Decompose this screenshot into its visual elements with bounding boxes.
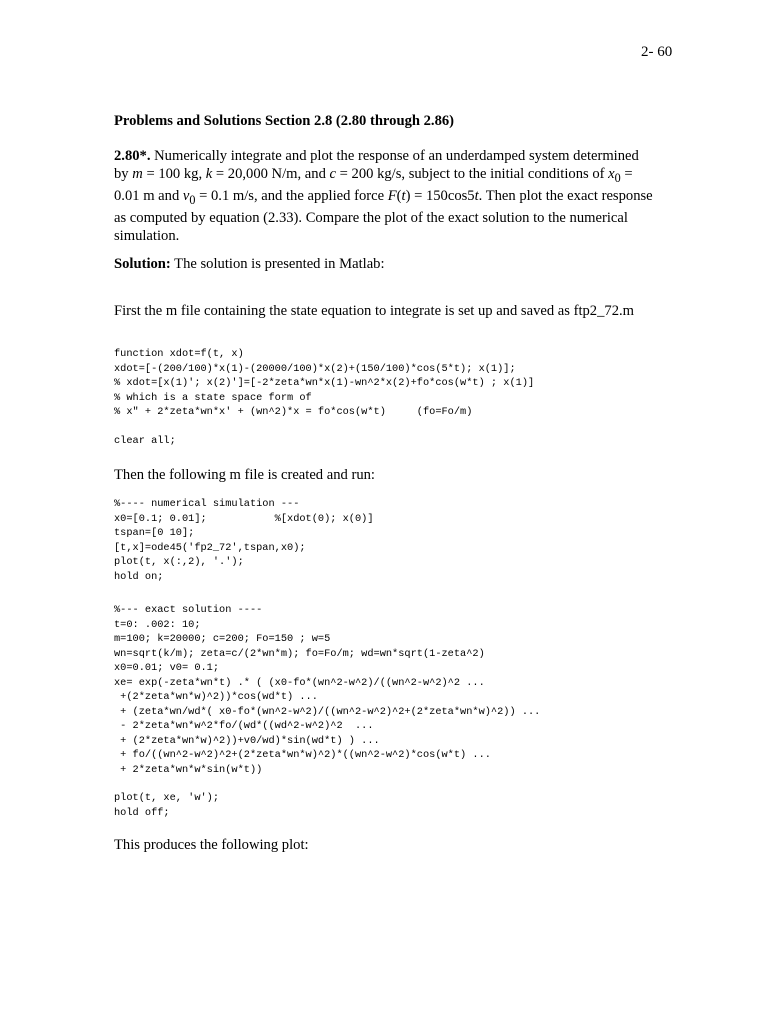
var-k: k (205, 166, 213, 182)
code-line: + fo/((wn^2-w^2)^2+(2*zeta*wn*w)^2)*((wn^2-w^2)*cos(w*t) ... (114, 749, 491, 761)
code-line: %--- exact solution ---- (114, 604, 263, 616)
code-line: x0=0.01; v0= 0.1; (114, 662, 220, 674)
code-block-plot (114, 791, 219, 820)
problem-text-4: = 200 kg/s, subject to the initial conditions of (336, 166, 609, 182)
code-block-numerical-simulation (114, 497, 374, 584)
code-line: plot(t, x(:,2), '.'); (114, 556, 244, 568)
code-line: + 2*zeta*wn*w*sin(w*t)) (114, 763, 263, 776)
code-line: clear all; (114, 435, 176, 447)
code-line: m=100; k=20000; c=200; Fo=150 ; w=5 (114, 633, 331, 645)
problem-text-3: = 20,000 N/m, and (212, 166, 330, 182)
code-line: xdot=[-(200/100)*x(1)-(20000/100)*x(2)+(150/100)*cos(5*t); x(1)]; (114, 362, 516, 375)
problem-number: 2.80*. (114, 148, 151, 164)
var-x: x (608, 166, 615, 182)
code-line: function xdot=f(t, x) (114, 348, 244, 360)
solution-label: Solution: (114, 256, 171, 272)
then-text: Then the following m file is created and run: (114, 467, 375, 483)
problem-text-9: . Then plot the exact response as computed by equation (2.33). Compare the plot of the exact solution to the numerical simulation. (114, 187, 653, 244)
var-x-subscript: 0 (614, 170, 621, 185)
var-t: t (401, 187, 406, 204)
problem-text-5: = 0.01 m and (114, 166, 633, 204)
code-line: plot(t, xe, 'w'); (114, 792, 220, 804)
problem-text-7: ( (396, 187, 402, 204)
code-line: xe= exp(-zeta*wn*t) .* ( (x0-fo*(wn^2-w^2)/((wn^2-w^2)^2 ... (114, 676, 485, 689)
page-number: 2- 60 (641, 44, 673, 60)
code-line: hold on; (114, 570, 164, 583)
code-line (114, 420, 534, 435)
var-v: v (182, 187, 190, 204)
problem-text-2: = 100 kg, (142, 166, 206, 182)
code-line: +(2*zeta*wn*w)^2))*cos(wd*t) ... (114, 691, 318, 703)
code-line: wn=sqrt(k/m); zeta=c/(2*wn*m); fo=Fo/m; wd=wn*sqrt(1-zeta^2) (114, 647, 485, 660)
problem-text-1: Numerically integrate and plot the response of an underdamped system determined by (114, 148, 639, 182)
intro-text: First the m file containing the state equation to integrate is set up and saved as ftp2_72.m (114, 303, 634, 319)
var-m: m (132, 166, 143, 182)
solution-line (114, 255, 385, 273)
code-line: + (2*zeta*wn*w)^2))+v0/wd)*sin(wd*t) ) ... (114, 734, 380, 747)
code-line: + (zeta*wn/wd*( x0-fo*(wn^2-w^2)/((wn^2-w^2)^2+(2*zeta*wn*w)^2)) ... (114, 705, 541, 718)
code-line: % x" + 2*zeta*wn*x' + (wn^2)*x = fo*cos(w*t) (fo=Fo/m) (114, 406, 473, 418)
produces-text: This produces the following plot: (114, 837, 309, 853)
var-v-subscript: 0 (189, 192, 196, 207)
var-t-2: t (474, 187, 479, 204)
code-line: %---- numerical simulation --- (114, 498, 300, 510)
code-line: x0=[0.1; 0.01]; %[xdot(0); x(0)] (114, 512, 374, 525)
var-F: F (387, 187, 397, 204)
code-line: t=0: .002: 10; (114, 618, 201, 631)
code-line: % which is a state space form of (114, 391, 312, 404)
section-heading: Problems and Solutions Section 2.8 (2.80 through 2.86) (114, 113, 455, 129)
code-line: hold off; (114, 806, 170, 819)
code-line: % xdot=[x(1)'; x(2)']=[-2*zeta*wn*x(1)-wn^2*x(2)+fo*cos(w*t) ; x(1)] (114, 377, 535, 389)
code-line: [t,x]=ode45('fp2_72',tspan,x0); (114, 541, 306, 554)
code-line: - 2*zeta*wn*w^2*fo/(wd*((wd^2-w^2)^2 ... (114, 720, 374, 732)
code-block-exact-solution (114, 603, 540, 777)
solution-text: The solution is presented in Matlab: (170, 256, 385, 272)
problem-statement (114, 147, 654, 245)
var-c: c (329, 166, 337, 182)
problem-text-8: ) = 150cos5 (405, 187, 475, 204)
problem-text-6: = 0.1 m/s, and the applied force (195, 187, 388, 204)
code-block-state-equation (114, 347, 534, 449)
code-line: tspan=[0 10]; (114, 527, 195, 539)
